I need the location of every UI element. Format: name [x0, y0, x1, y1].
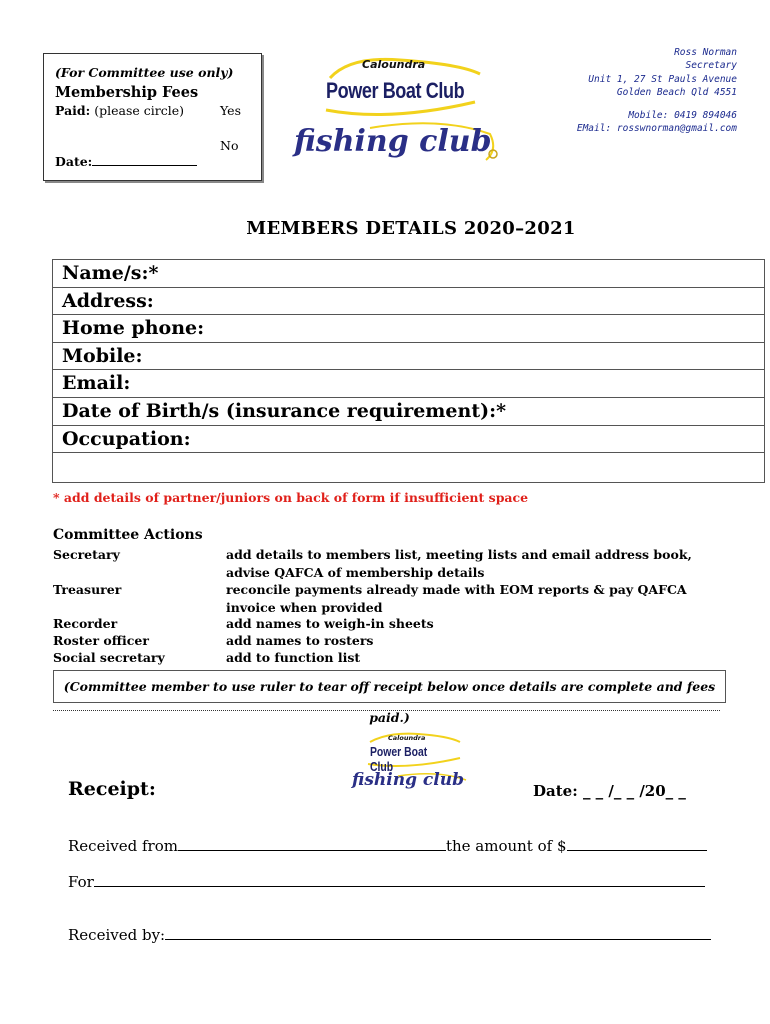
member-details-table: [52, 259, 765, 483]
role-secretary: Secretary: [53, 547, 120, 562]
action-recorder: add names to weigh-in sheets: [226, 616, 434, 631]
received-from-row[interactable]: [68, 836, 707, 855]
secretary-name: Ross Norman: [674, 47, 737, 58]
action-secretary: add details to members list, meeting lists and email address book, advise QAFCA of membership details: [226, 547, 692, 580]
field-email[interactable]: Email:: [53, 370, 764, 398]
tear-line: [53, 710, 720, 711]
committee-actions-title: Committee Actions: [53, 527, 203, 543]
secretary-address: [577, 46, 737, 136]
paid-yes-option[interactable]: Yes: [220, 103, 241, 118]
paid-no-option[interactable]: No: [220, 138, 239, 153]
for-row[interactable]: [68, 872, 705, 891]
field-home-phone[interactable]: Home phone:: [53, 315, 764, 343]
received-by-line[interactable]: [165, 925, 711, 940]
receipt-date-field[interactable]: Date: _ _ /_ _ /20_ _: [533, 782, 686, 800]
amount-label: the amount of $: [445, 837, 567, 855]
receipt-logo-caloundra: Caloundra: [388, 734, 426, 742]
club-logo: [290, 50, 500, 180]
field-blank-row[interactable]: [53, 453, 764, 482]
committee-use-box: [43, 53, 262, 181]
secretary-email: EMail: rosswnorman@gmail.com: [576, 123, 737, 135]
receipt-logo-fishing-club: fishing club: [352, 770, 464, 790]
logo-power-boat-club: Power Boat Club: [326, 78, 465, 103]
for-label: For: [68, 873, 94, 891]
committee-heading: (For Committee use only): [55, 65, 234, 80]
receipt-logo-power-boat-club: Power Boat Club: [370, 744, 428, 774]
role-treasurer: Treasurer: [53, 582, 122, 597]
action-social-secretary: add to function list: [226, 650, 361, 665]
secretary-role: Secretary: [685, 60, 737, 72]
tear-off-note: (Committee member to use ruler to tear off receipt below once details are complete and fees paid.): [53, 670, 726, 703]
field-mobile[interactable]: Mobile:: [53, 343, 764, 371]
action-treasurer: reconcile payments already made with EOM reports & pay QAFCA invoice when provided: [226, 582, 687, 615]
form-title: MEMBERS DETAILS 2020–2021: [246, 218, 576, 239]
received-by-row[interactable]: [68, 925, 711, 944]
address-suburb: Golden Beach Qld 4551: [616, 86, 737, 98]
received-by-label: Received by:: [68, 926, 166, 944]
action-roster-officer: add names to rosters: [226, 633, 374, 648]
amount-line[interactable]: [567, 836, 707, 851]
receipt-title: Receipt:: [68, 778, 156, 800]
for-line[interactable]: [94, 872, 705, 887]
partner-note: * add details of partner/juniors on back of form if insufficient space: [53, 490, 529, 505]
committee-date-field[interactable]: Date:: [55, 154, 197, 169]
address-street: Unit 1, 27 St Pauls Avenue: [588, 73, 737, 85]
logo-fishing-club: fishing club: [294, 124, 492, 159]
membership-fees-label: Membership Fees: [55, 84, 199, 101]
role-roster-officer: Roster officer: [53, 633, 149, 648]
secretary-mobile: Mobile: 0419 894046: [628, 110, 737, 122]
field-names[interactable]: Name/s:*: [53, 260, 764, 288]
field-occupation[interactable]: Occupation:: [53, 426, 764, 454]
received-from-label: Received from: [68, 837, 178, 855]
field-address[interactable]: Address:: [53, 288, 764, 316]
logo-caloundra: Caloundra: [362, 58, 426, 71]
role-social-secretary: Social secretary: [53, 650, 165, 665]
receipt-logo: [348, 730, 473, 800]
received-from-line[interactable]: [178, 836, 446, 851]
field-date-of-birth[interactable]: Date of Birth/s (insurance requirement):*: [53, 398, 764, 426]
paid-label: Paid: (please circle): [55, 103, 185, 118]
role-recorder: Recorder: [53, 616, 118, 631]
